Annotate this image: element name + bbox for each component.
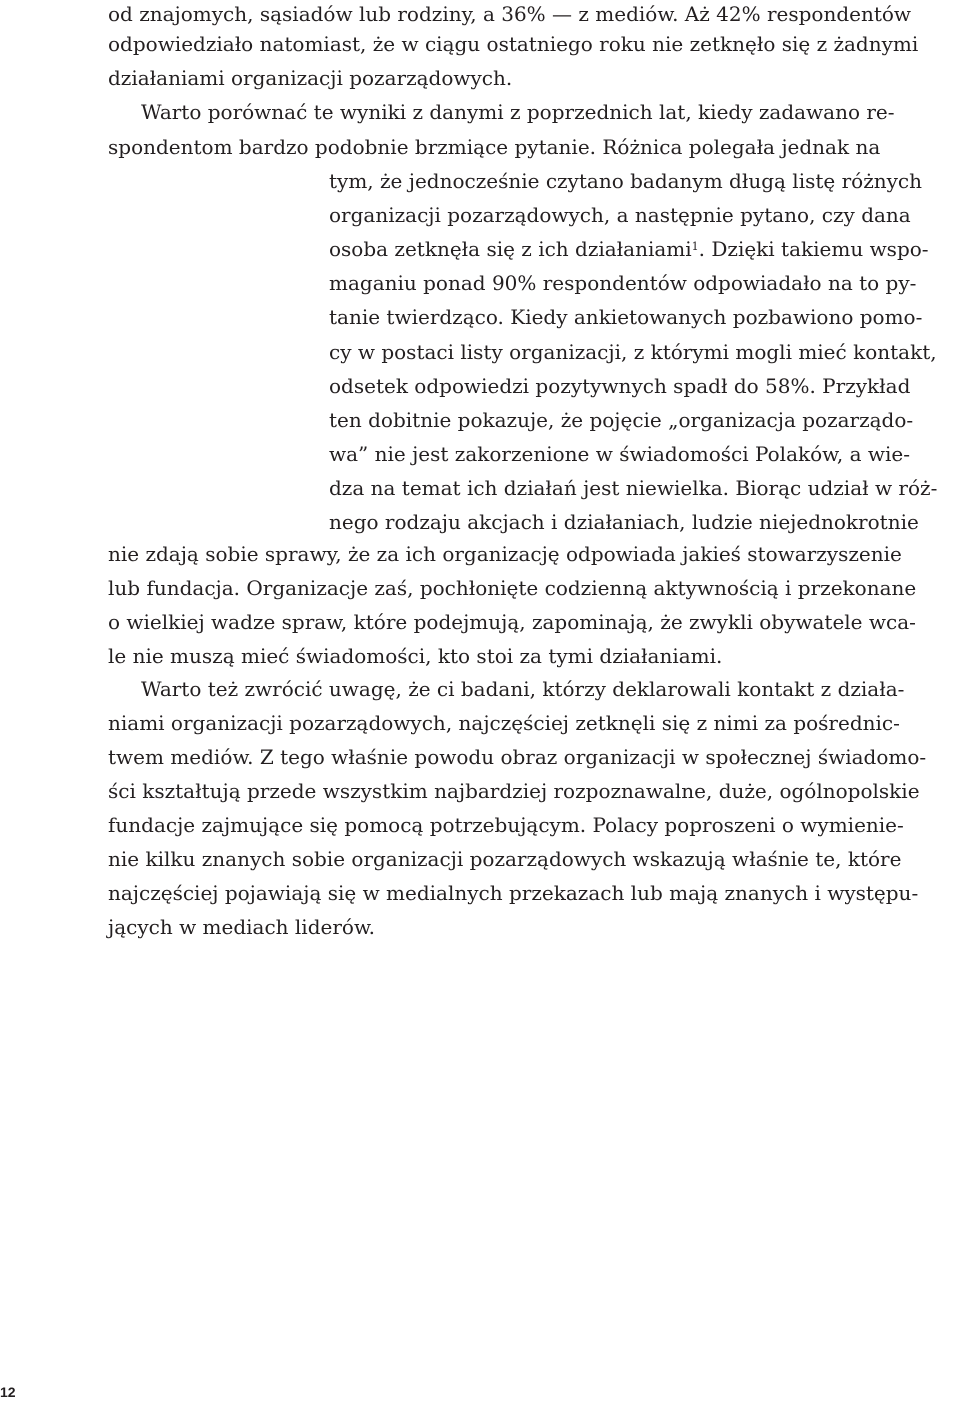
text-line: tanie twierdząco. Kiedy ankietowanych pozbawiono pomo- [329,305,923,329]
text-line: maganiu ponad 90% respondentów odpowiadało na to py- [329,271,917,295]
text-line: spondentom bardzo podobnie brzmiące pytanie. Różnica polegała jednak na [108,135,881,159]
text-line: le nie muszą mieć świadomości, kto stoi za tymi działaniami. [108,644,723,668]
text-line: tym, że jednocześnie czytano badanym długą listę różnych [329,169,922,193]
text-line: nie kilku znanych sobie organizacji pozarządowych wskazują właśnie te, które [108,847,902,871]
text-line: twem mediów. Z tego właśnie powodu obraz organizacji w społecznej świadomo- [108,745,927,769]
text-line: nego rodzaju akcjach i działaniach, ludzie niejednokrotnie [329,510,919,534]
text-line: od znajomych, sąsiadów lub rodziny, a 36% — z mediów. Aż 42% respondentów [108,2,912,26]
text-line: Warto też zwrócić uwagę, że ci badani, którzy deklarowali kontakt z działa- [141,677,905,701]
text-line: ten dobitnie pokazuje, że pojęcie „organizacja pozarządo- [329,408,914,432]
text-line: fundacje zajmujące się pomocą potrzebującym. Polacy poproszeni o wymienie- [108,813,904,837]
text-line: organizacji pozarządowych, a następnie pytano, czy dana [329,203,911,227]
text-line: cy w postaci listy organizacji, z którymi mogli mieć kontakt, [329,340,937,364]
text-line: o wielkiej wadze spraw, które podejmują, zapominają, że zwykli obywatele wca- [108,610,916,634]
text-line: wa” nie jest zakorzenione w świadomości Polaków, a wie- [329,442,911,466]
line-text-continued: . Dzięki takiemu wspo- [698,237,929,261]
footnote-marker[interactable]: 1 [691,240,699,253]
text-line: odsetek odpowiedzi pozytywnych spadł do 58%. Przykład [329,374,911,398]
line-text: osoba zetknęła się z ich działaniami [329,237,692,261]
text-line: Warto porównać te wyniki z danymi z poprzednich lat, kiedy zadawano re- [141,100,895,124]
text-line: ści kształtują przede wszystkim najbardziej rozpoznawalne, duże, ogólnopolskie [108,779,920,803]
text-line: niami organizacji pozarządowych, najczęściej zetknęli się z nimi za pośrednic- [108,711,900,735]
text-line [329,235,955,263]
text-line: działaniami organizacji pozarządowych. [108,66,513,90]
text-line: nie zdają sobie sprawy, że za ich organizację odpowiada jakieś stowarzyszenie [108,542,902,566]
text-line: dza na temat ich działań jest niewielka. Biorąc udział w róż- [329,476,938,500]
text-line: jących w mediach liderów. [108,915,376,939]
text-line: lub fundacja. Organizacje zaś, pochłonięte codzienną aktywnością i przekonane [108,576,917,600]
text-line: odpowiedziało natomiast, że w ciągu ostatniego roku nie zetknęło się z żadnymi [108,32,919,56]
text-line: najczęściej pojawiają się w medialnych przekazach lub mają znanych i występu- [108,881,919,905]
page-number: 12 [0,1384,16,1400]
